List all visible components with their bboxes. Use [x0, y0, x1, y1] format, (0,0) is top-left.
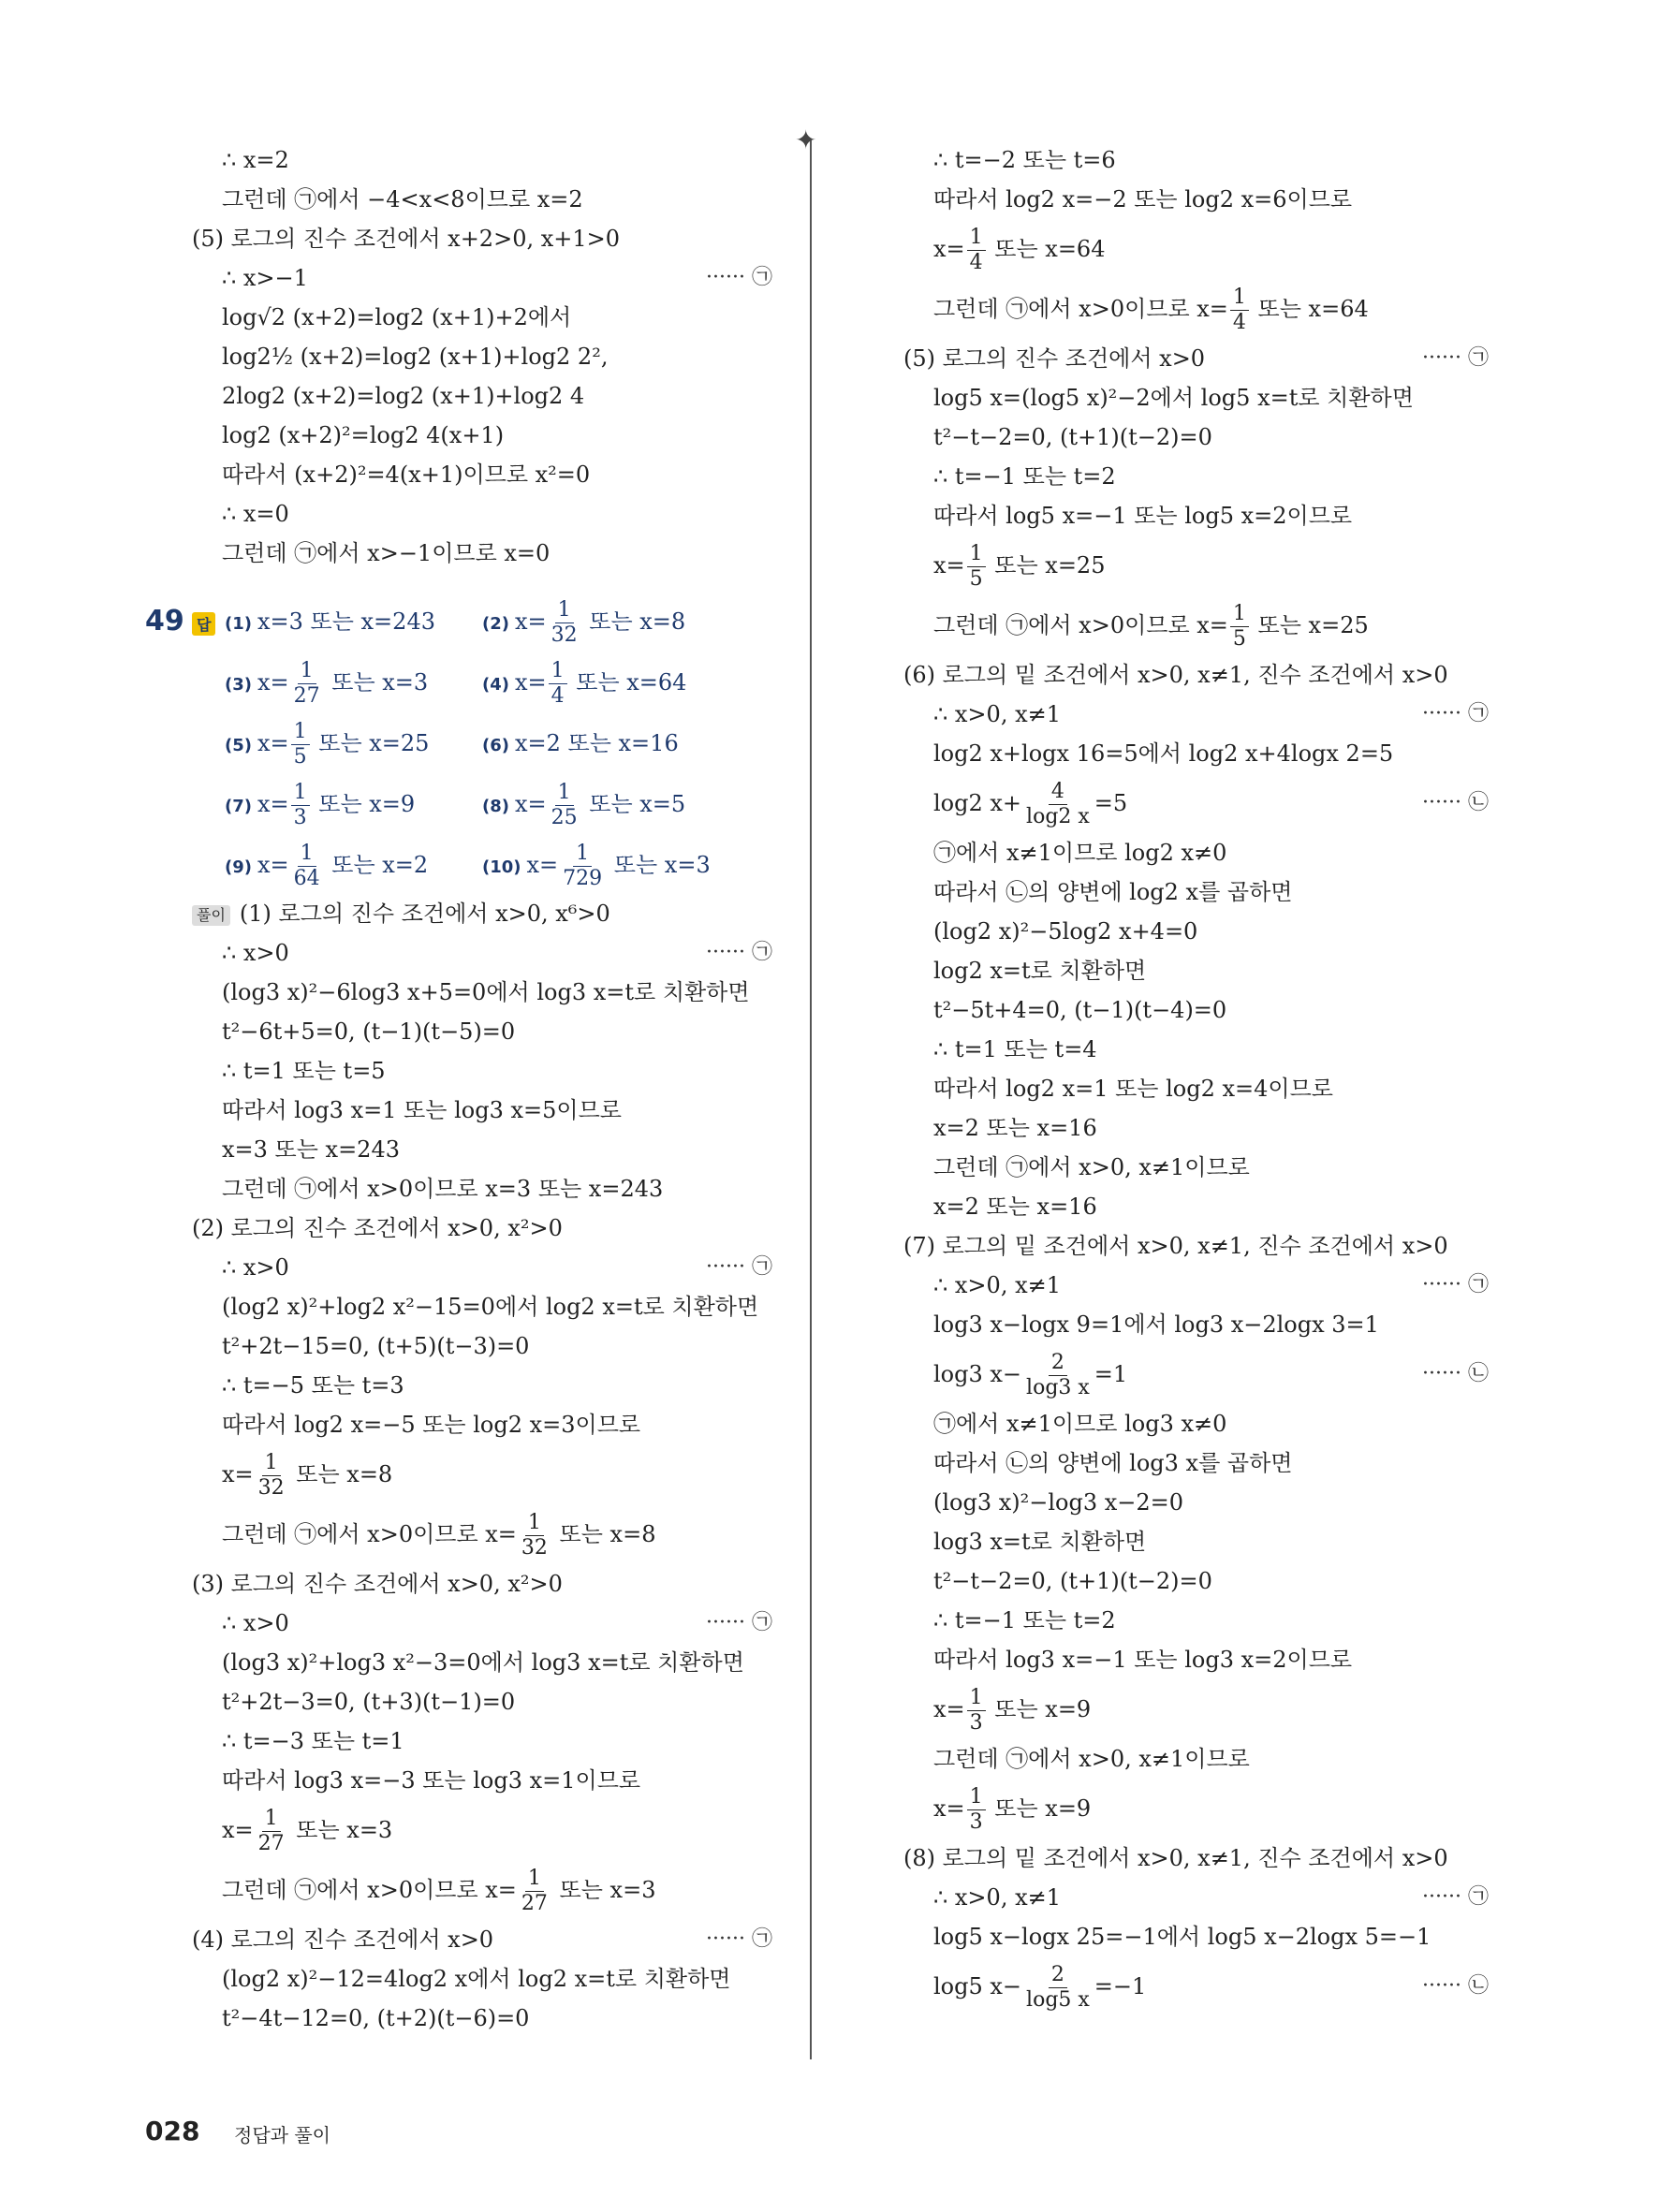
line-text: ∴ x>0 — [222, 1254, 289, 1281]
line-text-tail: =1 — [1094, 1361, 1128, 1387]
fraction — [549, 781, 580, 830]
fraction-numerator: 1 — [967, 1686, 986, 1711]
solution-badge: 풀이 — [192, 905, 230, 926]
fraction — [291, 842, 323, 891]
right-line — [903, 1148, 1489, 1187]
fraction-denominator: log5 x — [1026, 1988, 1090, 2012]
left-line — [192, 1860, 772, 1920]
left-line — [192, 1800, 772, 1860]
fraction-numerator: 1 — [1230, 286, 1249, 311]
line-text-tail: =5 — [1094, 790, 1128, 816]
fraction — [967, 226, 986, 275]
fraction-numerator: 1 — [573, 842, 592, 867]
left-line — [192, 1169, 772, 1209]
right-line — [903, 1956, 1489, 2016]
line-text: (7) 로그의 밑 조건에서 x>0, x≠1, 진수 조건에서 x>0 — [903, 1233, 1448, 1259]
right-line — [903, 140, 1489, 180]
line-text: ∴ x>0 — [222, 940, 289, 966]
answer-text: x= — [257, 852, 289, 878]
line-text: log5 x−logx 25=−1에서 log5 x−2logx 5=−1 — [933, 1924, 1431, 1950]
fraction-denominator: 32 — [521, 1536, 548, 1560]
fraction-numerator: 2 — [1049, 1351, 1067, 1376]
right-line — [903, 1187, 1489, 1226]
left-line — [192, 1366, 772, 1405]
line-text: ㉠에서 x≠1이므로 log2 x≠0 — [933, 840, 1227, 866]
line-text: t²−4t−12=0, (t+2)(t−6)=0 — [222, 2005, 530, 2031]
fraction — [291, 659, 323, 709]
line-text: 따라서 log5 x=−1 또는 log5 x=2이므로 — [933, 503, 1353, 529]
answer-label: (7) — [225, 797, 252, 816]
equation-marker: ······ ㉠ — [706, 266, 772, 289]
answer-label: (5) — [225, 736, 252, 755]
line-text: 따라서 log3 x=−1 또는 log3 x=2이므로 — [933, 1647, 1353, 1673]
answer-item — [225, 595, 435, 648]
page-number: 028 — [145, 2116, 200, 2146]
fraction-denominator: 32 — [257, 1476, 285, 1500]
answer-text: x= — [514, 608, 547, 635]
line-text: 그런데 ㉠에서 x>0이므로 x= — [933, 296, 1228, 322]
line-text: log3 x=t로 치환하면 — [933, 1529, 1147, 1555]
left-line — [192, 258, 772, 298]
line-text: log5 x=(log5 x)²−2에서 log5 x=t로 치환하면 — [933, 385, 1414, 411]
line-text: (log3 x)²−log3 x−2=0 — [933, 1489, 1184, 1516]
right-line — [903, 1344, 1489, 1404]
fraction-denominator: 3 — [969, 1810, 983, 1834]
answer-text-tail: 또는 x=64 — [568, 669, 687, 696]
left-subproblem-heading — [192, 219, 772, 258]
right-line — [903, 417, 1489, 457]
left-subproblem-heading — [192, 894, 772, 933]
left-line — [192, 1444, 772, 1504]
answer-text: x= — [257, 791, 289, 817]
fraction-numerator: 1 — [262, 1807, 281, 1832]
right-line — [903, 1779, 1489, 1838]
line-text: t²−t−2=0, (t+1)(t−2)=0 — [933, 424, 1212, 450]
equation-marker: ······ ㉠ — [1422, 346, 1489, 370]
answer-item — [225, 656, 428, 709]
fraction-numerator: 1 — [967, 1785, 986, 1810]
line-text: ∴ t=−1 또는 t=2 — [933, 1607, 1116, 1633]
answer-label: (3) — [225, 675, 252, 695]
answer-label: (1) — [225, 614, 252, 634]
equation-marker: ······ ㉡ — [1422, 1362, 1489, 1385]
answer-text: x=2 또는 x=16 — [514, 730, 679, 756]
left-line — [192, 1504, 772, 1564]
left-line — [192, 534, 772, 573]
right-line — [903, 833, 1489, 872]
line-text-tail: 또는 x=3 — [551, 1877, 656, 1903]
line-text: 그런데 ㉠에서 x>0, x≠1이므로 — [933, 1154, 1250, 1180]
answer-text: x= — [514, 791, 547, 817]
line-text-tail: 또는 x=64 — [1250, 296, 1369, 322]
line-text: (6) 로그의 밑 조건에서 x>0, x≠1, 진수 조건에서 x>0 — [903, 662, 1448, 688]
line-text-tail: 또는 x=3 — [288, 1817, 393, 1843]
left-line — [192, 1248, 772, 1287]
fraction-denominator: 729 — [563, 867, 603, 890]
answer-text: x= — [526, 852, 559, 878]
fraction — [291, 781, 310, 830]
right-subproblem-heading — [903, 655, 1489, 695]
right-subproblem-heading — [903, 1226, 1489, 1266]
left-line — [192, 973, 772, 1012]
fraction-numerator: 1 — [967, 542, 986, 567]
fraction-denominator: 4 — [969, 251, 983, 274]
line-text: 따라서 ㉡의 양변에 log3 x를 곱하면 — [933, 1450, 1293, 1476]
line-text: x=2 또는 x=16 — [933, 1194, 1097, 1220]
line-text-tail: 또는 x=8 — [288, 1461, 393, 1487]
right-line — [903, 1640, 1489, 1679]
fraction-denominator: 27 — [293, 684, 320, 708]
line-text-tail: 또는 x=9 — [987, 1696, 1092, 1722]
right-line — [903, 734, 1489, 773]
line-text: 따라서 log3 x=1 또는 log3 x=5이므로 — [222, 1097, 622, 1123]
answer-text-tail: 또는 x=5 — [581, 791, 686, 817]
line-text-tail: 또는 x=9 — [987, 1795, 1092, 1822]
answer-item — [482, 656, 686, 709]
fraction-denominator: 27 — [257, 1832, 285, 1855]
answer-text: x= — [257, 669, 289, 696]
right-line — [903, 1739, 1489, 1779]
fraction-denominator: 3 — [969, 1711, 983, 1735]
right-subproblem-heading — [903, 339, 1489, 378]
fraction — [519, 1511, 551, 1560]
right-line — [903, 1108, 1489, 1148]
line-text: x=3 또는 x=243 — [222, 1136, 400, 1163]
right-line — [903, 1443, 1489, 1483]
fraction — [291, 720, 310, 769]
fraction-denominator: log2 x — [1026, 805, 1090, 828]
left-subproblem-heading — [192, 1564, 772, 1604]
right-line — [903, 1522, 1489, 1561]
answer-label: (6) — [482, 736, 509, 755]
line-text: 따라서 log2 x=1 또는 log2 x=4이므로 — [933, 1076, 1333, 1102]
left-line — [192, 1130, 772, 1169]
left-line — [192, 140, 772, 180]
fraction-denominator: 25 — [551, 806, 578, 829]
fraction-numerator: 1 — [262, 1451, 281, 1476]
line-text: ∴ x>0, x≠1 — [933, 1884, 1061, 1911]
line-text-tail: =−1 — [1094, 1973, 1147, 2000]
right-line — [903, 773, 1489, 833]
line-text: 따라서 log3 x=−3 또는 log3 x=1이므로 — [222, 1767, 641, 1794]
left-line — [192, 1682, 772, 1721]
line-text: (3) 로그의 진수 조건에서 x>0, x²>0 — [192, 1571, 563, 1597]
answer-text-tail: 또는 x=25 — [311, 730, 430, 756]
fraction — [1023, 1963, 1093, 2013]
fraction — [256, 1807, 287, 1856]
right-column — [903, 140, 1489, 2016]
fraction — [549, 598, 580, 648]
fraction-numerator: 1 — [291, 720, 310, 745]
line-text: x= — [933, 552, 965, 579]
answer-text-tail: 또는 x=3 — [607, 852, 711, 878]
line-text: 그런데 ㉠에서 −4<x<8이므로 x=2 — [222, 186, 583, 212]
right-line — [903, 951, 1489, 990]
line-text: (log2 x)²−5log2 x+4=0 — [933, 918, 1198, 945]
answer-label: (2) — [482, 614, 509, 634]
answer-item — [482, 839, 711, 891]
right-line — [903, 1305, 1489, 1344]
right-line — [903, 1266, 1489, 1305]
line-text-tail: 또는 x=64 — [987, 236, 1106, 262]
footer-title: 정답과 풀이 — [234, 2124, 330, 2146]
line-text: 그런데 ㉠에서 x>0이므로 x=3 또는 x=243 — [222, 1176, 664, 1202]
equation-marker: ······ ㉠ — [706, 1255, 772, 1279]
right-line — [903, 1069, 1489, 1108]
right-line — [903, 990, 1489, 1030]
right-line — [903, 279, 1489, 339]
fraction-denominator: log3 x — [1026, 1376, 1090, 1399]
answer-label: (8) — [482, 797, 509, 816]
left-line — [192, 1287, 772, 1326]
fraction-denominator: 3 — [293, 806, 307, 829]
fraction-numerator: 1 — [298, 842, 316, 867]
left-line — [192, 1721, 772, 1761]
line-text: log2 x+ — [933, 790, 1022, 816]
equation-marker: ······ ㉠ — [1422, 1885, 1489, 1909]
line-text: ∴ t=−3 또는 t=1 — [222, 1728, 404, 1754]
line-text: 그런데 ㉠에서 x>0, x≠1이므로 — [933, 1746, 1250, 1772]
left-line — [192, 1761, 772, 1800]
line-text: ∴ x>0 — [222, 1610, 289, 1636]
line-text: ∴ t=−2 또는 t=6 — [933, 147, 1116, 173]
fraction — [519, 1867, 551, 1916]
line-text: ㉠에서 x≠1이므로 log3 x≠0 — [933, 1411, 1227, 1437]
answer-item — [225, 778, 415, 830]
line-text: (1) 로그의 진수 조건에서 x>0, x⁶>0 — [239, 901, 610, 927]
equation-marker: ······ ㉡ — [1422, 791, 1489, 814]
answer-text-tail: 또는 x=3 — [324, 669, 429, 696]
right-line — [903, 695, 1489, 734]
line-text: t²−t−2=0, (t+1)(t−2)=0 — [933, 1568, 1212, 1594]
line-text: 따라서 log2 x=−2 또는 log2 x=6이므로 — [933, 186, 1353, 212]
fraction-numerator: 1 — [1230, 602, 1249, 627]
fraction-denominator: 5 — [1232, 627, 1246, 651]
right-line — [903, 219, 1489, 279]
right-line — [903, 1601, 1489, 1640]
line-text: 따라서 ㉡의 양변에 log2 x를 곱하면 — [933, 879, 1293, 905]
line-text: 2log2 (x+2)=log2 (x+1)+log2 4 — [222, 383, 585, 409]
line-text: ∴ x>0, x≠1 — [933, 701, 1061, 727]
left-line — [192, 416, 772, 455]
line-text: (5) 로그의 진수 조건에서 x>0 — [903, 345, 1206, 372]
right-subproblem-heading — [903, 1838, 1489, 1878]
line-text: t²+2t−3=0, (t+3)(t−1)=0 — [222, 1689, 516, 1715]
right-line — [903, 1561, 1489, 1601]
fraction-denominator: 64 — [293, 867, 320, 890]
line-text: (2) 로그의 진수 조건에서 x>0, x²>0 — [192, 1215, 563, 1241]
left-line — [192, 933, 772, 973]
right-line — [903, 457, 1489, 496]
fraction-numerator: 1 — [549, 659, 567, 684]
fraction-numerator: 1 — [525, 1867, 544, 1892]
line-text: log2½ (x+2)=log2 (x+1)+log2 2², — [222, 344, 609, 370]
solution-48-continued — [192, 140, 772, 573]
line-text: t²−6t+5=0, (t−1)(t−5)=0 — [222, 1018, 516, 1045]
line-text-tail: 또는 x=8 — [551, 1521, 656, 1547]
right-line — [903, 1917, 1489, 1956]
line-text: 그런데 ㉠에서 x>0이므로 x= — [933, 612, 1228, 638]
line-text: x= — [222, 1817, 254, 1843]
answer-text: x=3 또는 x=243 — [257, 608, 435, 635]
line-text: (log2 x)²−12=4log2 x에서 log2 x=t로 치환하면 — [222, 1966, 731, 1992]
fraction — [967, 542, 986, 592]
right-line — [903, 1030, 1489, 1069]
fraction-denominator: 5 — [293, 745, 307, 769]
answer-text-tail: 또는 x=2 — [324, 852, 429, 878]
fraction-numerator: 1 — [967, 226, 986, 251]
line-text: ∴ t=1 또는 t=5 — [222, 1058, 386, 1084]
right-line — [903, 872, 1489, 912]
line-text: 따라서 log2 x=−5 또는 log2 x=3이므로 — [222, 1412, 641, 1438]
fraction — [256, 1451, 287, 1501]
line-text: log5 x− — [933, 1973, 1022, 2000]
answer-label: (4) — [482, 675, 509, 695]
line-text: ∴ x>−1 — [222, 265, 308, 291]
right-line — [903, 1679, 1489, 1739]
fraction — [560, 842, 605, 891]
right-line — [903, 1878, 1489, 1917]
left-line — [192, 180, 772, 219]
left-line — [192, 1091, 772, 1130]
left-column — [192, 140, 772, 573]
equation-marker: ······ ㉠ — [706, 941, 772, 964]
fraction-numerator: 1 — [555, 781, 574, 806]
left-line — [192, 1012, 772, 1051]
left-line — [192, 1999, 772, 2038]
right-line — [903, 496, 1489, 535]
equation-marker: ······ ㉠ — [1422, 702, 1489, 725]
line-text: (5) 로그의 진수 조건에서 x+2>0, x+1>0 — [192, 226, 621, 252]
line-text: x= — [222, 1461, 254, 1487]
left-line — [192, 1326, 772, 1366]
divider-ornament-icon: ✦ — [795, 125, 817, 155]
line-text: ∴ t=−5 또는 t=3 — [222, 1372, 404, 1399]
line-text: 따라서 (x+2)²=4(x+1)이므로 x²=0 — [222, 461, 591, 488]
answer-label: (10) — [482, 857, 521, 877]
equation-marker: ······ ㉠ — [1422, 1273, 1489, 1296]
right-line — [903, 1483, 1489, 1522]
line-text: t²−5t+4=0, (t−1)(t−4)=0 — [933, 997, 1227, 1023]
left-line — [192, 337, 772, 376]
left-line — [192, 376, 772, 416]
fraction-numerator: 1 — [291, 781, 310, 806]
solution-49-left — [192, 894, 772, 2038]
answer-text: x= — [514, 669, 547, 696]
fraction — [1023, 1351, 1093, 1400]
line-text: 그런데 ㉠에서 x>−1이므로 x=0 — [222, 540, 551, 566]
equation-marker: ······ ㉠ — [706, 1611, 772, 1634]
answer-text-tail: 또는 x=8 — [581, 608, 686, 635]
left-subproblem-heading — [192, 1920, 772, 1959]
line-text-tail: 또는 x=25 — [1250, 612, 1369, 638]
line-text: ∴ t=1 또는 t=4 — [933, 1036, 1097, 1062]
question-number: 49 — [145, 605, 184, 637]
answer-label: (9) — [225, 857, 252, 877]
line-text: log2 x+logx 16=5에서 log2 x+4logx 2=5 — [933, 740, 1394, 767]
line-text-tail: 또는 x=25 — [987, 552, 1106, 579]
line-text: x= — [933, 1696, 965, 1722]
fraction-denominator: 32 — [551, 623, 578, 647]
left-line — [192, 455, 772, 494]
left-line — [192, 1051, 772, 1091]
line-text: (log3 x)²−6log3 x+5=0에서 log3 x=t로 치환하면 — [222, 979, 750, 1005]
line-text: x= — [933, 1795, 965, 1822]
answer-item — [482, 595, 685, 648]
line-text: ∴ x=2 — [222, 147, 289, 173]
answer-text-tail: 또는 x=9 — [311, 791, 416, 817]
fraction — [1023, 780, 1093, 829]
fraction-numerator: 1 — [298, 659, 316, 684]
fraction — [549, 659, 567, 709]
equation-marker: ······ ㉠ — [706, 1927, 772, 1951]
left-line — [192, 1405, 772, 1444]
right-line — [903, 378, 1489, 417]
line-text: (4) 로그의 진수 조건에서 x>0 — [192, 1926, 494, 1953]
answer-item — [225, 717, 429, 769]
line-text: log2 (x+2)²=log2 4(x+1) — [222, 422, 505, 448]
line-text: ∴ x>0, x≠1 — [933, 1272, 1061, 1298]
fraction-denominator: 5 — [969, 567, 983, 591]
fraction-numerator: 2 — [1049, 1963, 1067, 1988]
right-line — [903, 535, 1489, 595]
left-line — [192, 298, 772, 337]
fraction-numerator: 1 — [555, 598, 574, 623]
column-divider — [810, 140, 812, 2059]
line-text: 그런데 ㉠에서 x>0이므로 x= — [222, 1521, 517, 1547]
fraction-numerator: 4 — [1049, 780, 1067, 805]
line-text: log3 x−logx 9=1에서 log3 x−2logx 3=1 — [933, 1311, 1379, 1338]
right-line — [903, 180, 1489, 219]
left-line — [192, 1643, 772, 1682]
left-line — [192, 1959, 772, 1999]
right-line — [903, 1404, 1489, 1443]
line-text: ∴ x=0 — [222, 501, 289, 527]
answer-item — [482, 778, 685, 830]
line-text: (8) 로그의 밑 조건에서 x>0, x≠1, 진수 조건에서 x>0 — [903, 1845, 1448, 1871]
line-text: x=2 또는 x=16 — [933, 1115, 1097, 1141]
left-line — [192, 494, 772, 534]
left-line — [192, 1604, 772, 1643]
left-subproblem-heading — [192, 1209, 772, 1248]
right-line — [903, 595, 1489, 655]
line-text: x= — [933, 236, 965, 262]
fraction — [967, 1686, 986, 1736]
line-text: 그런데 ㉠에서 x>0이므로 x= — [222, 1877, 517, 1903]
fraction — [967, 1785, 986, 1835]
line-text: t²+2t−15=0, (t+5)(t−3)=0 — [222, 1333, 530, 1359]
fraction-denominator: 4 — [551, 684, 565, 708]
answer-item — [482, 717, 679, 769]
line-text: (log3 x)²+log3 x²−3=0에서 log3 x=t로 치환하면 — [222, 1649, 744, 1676]
line-text: ∴ t=−1 또는 t=2 — [933, 463, 1116, 490]
fraction — [1230, 286, 1249, 335]
answer-text: x= — [257, 730, 289, 756]
line-text: log3 x− — [933, 1361, 1022, 1387]
answer-badge: 답 — [192, 612, 215, 636]
line-text: log2 x=t로 치환하면 — [933, 958, 1147, 984]
fraction-denominator: 27 — [521, 1892, 548, 1915]
fraction-denominator: 4 — [1232, 311, 1246, 334]
fraction — [1230, 602, 1249, 652]
line-text: log√2 (x+2)=log2 (x+1)+2에서 — [222, 304, 572, 330]
fraction-numerator: 1 — [525, 1511, 544, 1536]
equation-marker: ······ ㉡ — [1422, 1974, 1489, 1998]
right-line — [903, 912, 1489, 951]
line-text: (log2 x)²+log2 x²−15=0에서 log2 x=t로 치환하면 — [222, 1294, 759, 1320]
answer-item — [225, 839, 428, 891]
